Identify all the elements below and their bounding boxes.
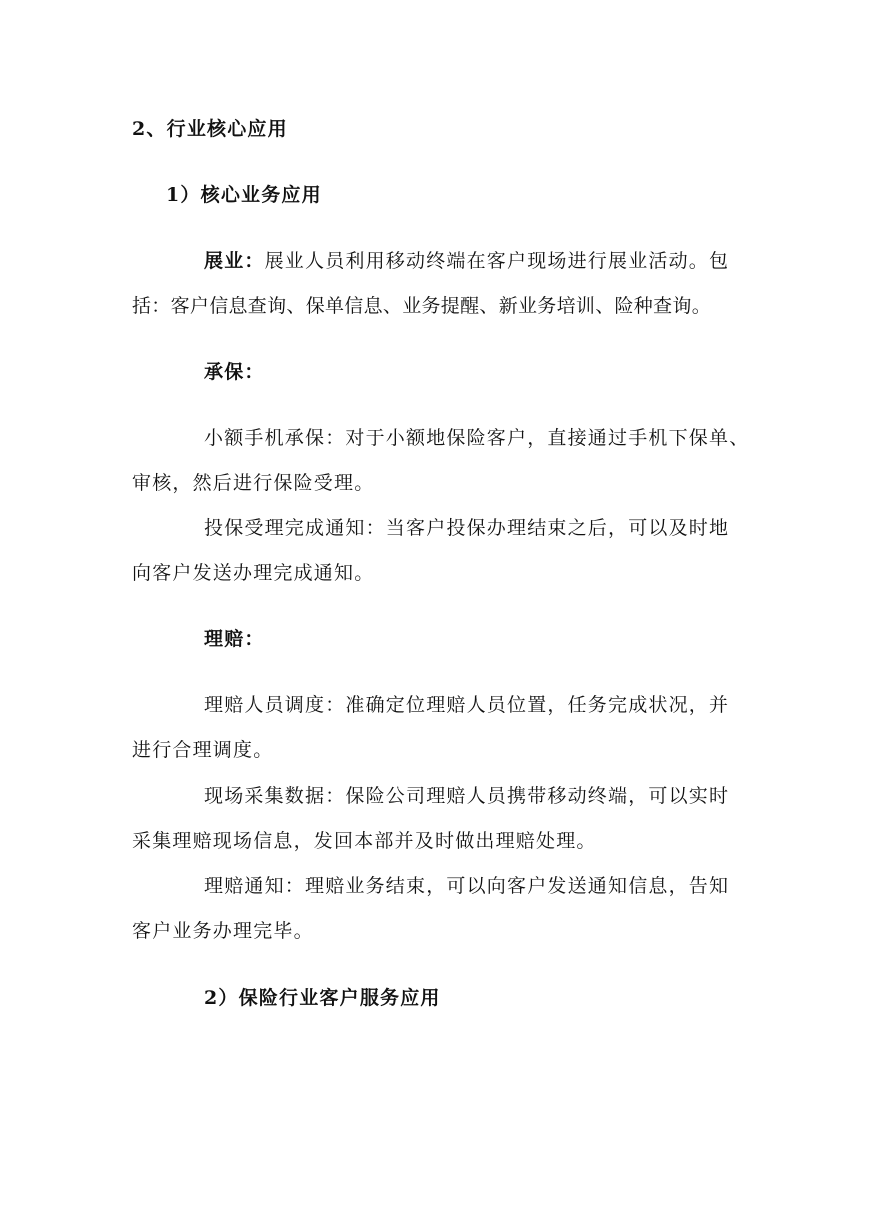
zhanye-label: 展业： [204,250,265,272]
lipei-p1-line-2: 进行合理调度。 [132,739,274,761]
chengbao-p2-line-2: 向客户发送办理完成通知。 [132,562,375,584]
subsection-heading-customer-service: 2）保险行业客户服务应用 [204,987,441,1009]
section-heading: 2、行业核心应用 [132,118,288,140]
lipei-p3-line-2: 客户业务办理完毕。 [132,920,314,942]
subsection-heading-core-business: 1）核心业务应用 [166,184,322,206]
lipei-label: 理赔： [204,628,265,650]
lipei-p2-line-1: 现场采集数据：保险公司理赔人员携带移动终端，可以实时 [204,785,730,807]
chengbao-p2-line-1: 投保受理完成通知：当客户投保办理结束之后，可以及时地 [204,517,730,539]
zhanye-text-1: 展业人员利用移动终端在客户现场进行展业活动。包 [264,250,730,272]
chengbao-label: 承保： [204,361,265,383]
chengbao-p1-line-1: 小额手机承保：对于小额地保险客户，直接通过手机下保单、 [204,427,750,449]
lipei-p2-line-2: 采集理赔现场信息，发回本部并及时做出理赔处理。 [132,830,597,852]
zhanye-paragraph-line-2: 括：客户信息查询、保单信息、业务提醒、新业务培训、险种查询。 [132,295,712,317]
zhanye-paragraph-line-1 [204,249,729,273]
chengbao-p1-line-2: 审核，然后进行保险受理。 [132,472,375,494]
lipei-p3-line-1: 理赔通知：理赔业务结束，可以向客户发送通知信息，告知 [204,875,730,897]
lipei-p1-line-1: 理赔人员调度：准确定位理赔人员位置，任务完成状况，并 [204,694,730,716]
